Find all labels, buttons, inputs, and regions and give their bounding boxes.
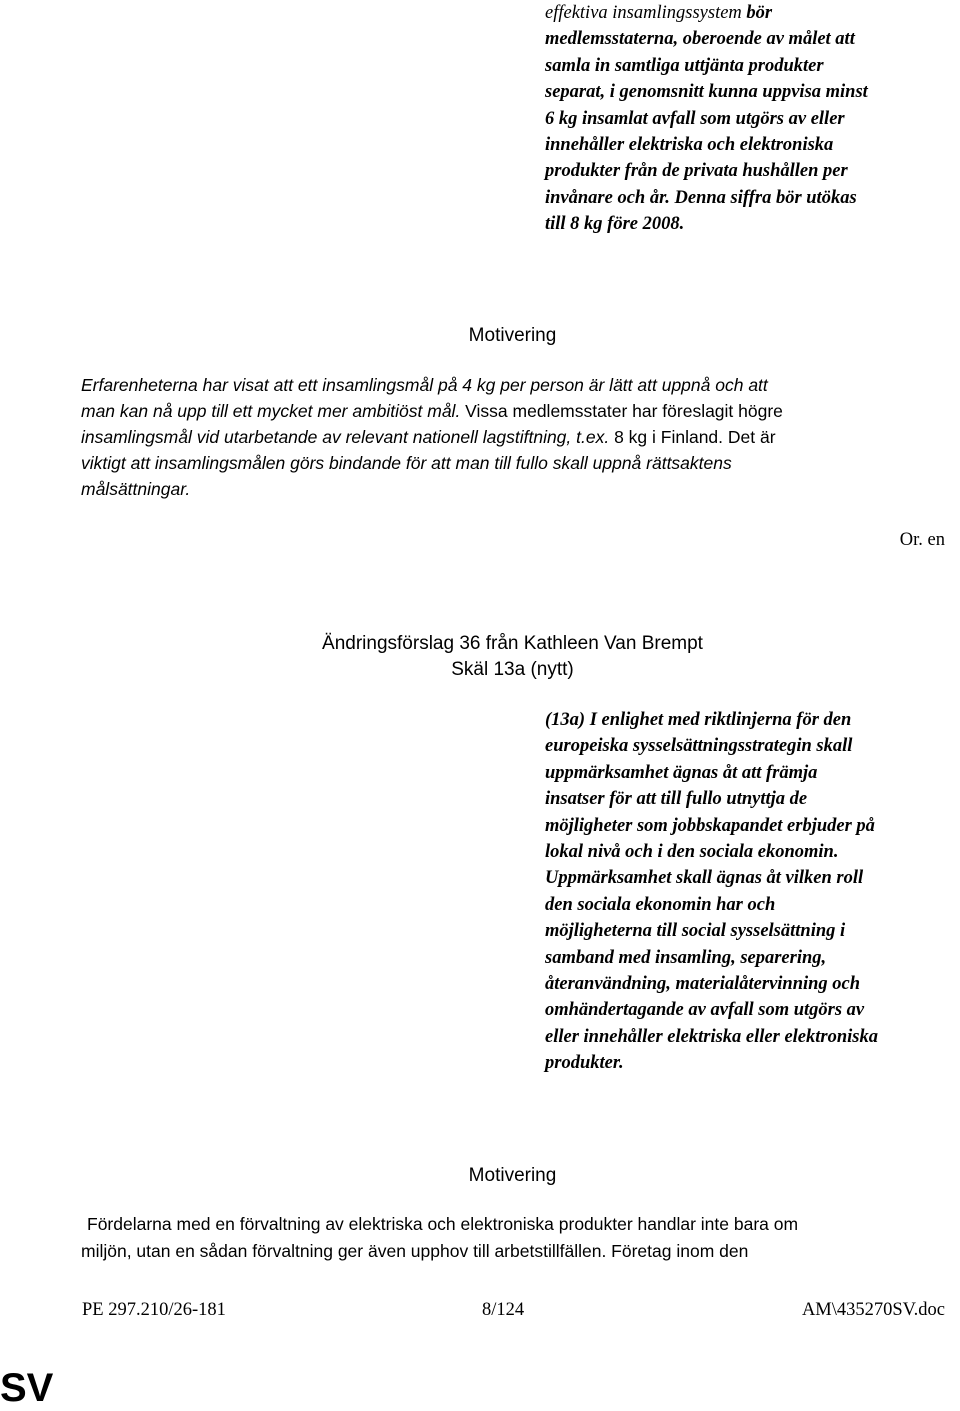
motivering-line xyxy=(81,450,956,476)
motivering-segment: målsättningar. xyxy=(81,479,191,499)
motivering-segment: Vissa medlemsstater har föreslagit högre xyxy=(465,401,783,421)
footer-doc-ref: PE 297.210/26-181 xyxy=(82,1300,226,1320)
amendment-line: (13a) I enlighet med riktlinjerna för den xyxy=(545,710,852,730)
amendment-line: samband med insamling, separering, xyxy=(545,947,827,968)
language-badge: SV xyxy=(0,1366,54,1410)
motivering-line xyxy=(81,372,956,398)
amendment-line: möjligheterna till social sysselsättning i xyxy=(545,921,846,942)
motivering-segment: Det är xyxy=(727,427,776,447)
previous-amendment-line xyxy=(545,211,960,237)
motivering-line xyxy=(81,476,956,502)
line-text-bold: samla in samtliga uttjänta produkter xyxy=(545,55,824,76)
motivering-line xyxy=(81,424,956,450)
amendment-line: europeiska sysselsättningsstrategin skall xyxy=(545,736,853,757)
motivering-segment: insamlingsmål vid utarbetande av relevant nationell lagstiftning, t.ex. xyxy=(81,427,615,447)
previous-amendment-line xyxy=(545,53,960,79)
previous-amendment-line xyxy=(545,158,960,184)
previous-amendment-line xyxy=(545,106,960,132)
motivering-line xyxy=(81,398,956,424)
motivering-heading-text: Motivering xyxy=(468,325,557,346)
footer-file-name: AM\435270SV.doc xyxy=(801,1300,945,1320)
motivering-heading-2: Motivering xyxy=(468,1165,557,1186)
motivering-heading xyxy=(0,324,960,348)
motivering-segment: Erfarenheterna har visat att ett insamlingsmål på 4 kg per person är lätt att uppnå och att xyxy=(81,375,768,395)
previous-amendment-line xyxy=(545,79,960,105)
line-text-bold: till 8 kg före 2008. xyxy=(545,214,685,235)
amendment-line: den sociala ekonomin har och xyxy=(545,894,776,915)
motivering-text xyxy=(81,372,956,502)
line-text-bold: produkter från de privata hushållen per xyxy=(545,161,848,182)
amendment-line: uppmärksamhet ägnas åt att främja xyxy=(545,762,818,783)
line-text-bold: innehåller elektriska och elektroniska xyxy=(545,135,834,156)
footer-page-number: 8/124 xyxy=(482,1300,525,1320)
previous-amendment-text xyxy=(545,0,960,238)
amendment-line: omhändertagande av avfall som utgörs av xyxy=(545,1000,865,1021)
motivering-segment: man kan nå upp till ett mycket mer ambitiöst mål. xyxy=(81,401,466,421)
line-text-bold: 6 kg insamlat avfall som utgörs av eller xyxy=(545,108,845,129)
amendment-line: insatser för att till fullo utnyttja de xyxy=(545,789,808,810)
motivering-line: Fördelarna med en förvaltning av elektriska och elektroniska produkter handlar inte bara om xyxy=(87,1214,799,1234)
line-text-bold: separat, i genomsnitt kunna uppvisa minst xyxy=(545,82,868,103)
original-language-label: Or. en xyxy=(899,530,945,550)
amendment-text xyxy=(545,707,960,1077)
previous-amendment-line xyxy=(545,0,960,26)
line-text-regular: effektiva insamlingssystem xyxy=(545,3,747,23)
motivering-segment: viktigt att insamlingsmålen görs bindande för att man till fullo skall uppnå rättsaktens xyxy=(81,453,732,473)
previous-amendment-line xyxy=(545,26,960,52)
amendment-line: produkter. xyxy=(545,1053,624,1074)
previous-amendment-line xyxy=(545,132,960,158)
amendment-subtitle: Skäl 13a (nytt) xyxy=(451,659,574,680)
amendment-line: eller innehåller elektriska eller elektroniska xyxy=(545,1026,878,1047)
amendment-line: återanvändning, materialåtervinning och xyxy=(545,974,861,995)
amendment-line: Uppmärksamhet skall ägnas åt vilken roll xyxy=(545,868,864,889)
motivering-segment: 8 kg i Finland. xyxy=(614,427,728,447)
motivering-text-2 xyxy=(81,1211,956,1264)
motivering-line: miljön, utan en sådan förvaltning ger även upphov till arbetstillfällen. Företag inom den xyxy=(81,1240,749,1261)
line-text-bold: bör xyxy=(746,3,773,23)
line-text-bold: medlemsstaterna, oberoende av målet att xyxy=(545,29,855,50)
previous-amendment-line xyxy=(545,185,960,211)
line-text-bold: invånare och år. Denna siffra bör utökas xyxy=(545,187,857,208)
amendment-title: Ändringsförslag 36 från Kathleen Van Brempt xyxy=(322,633,703,654)
amendment-line: möjligheter som jobbskapandet erbjuder på xyxy=(545,815,875,836)
amendment-line: lokal nivå och i den sociala ekonomin. xyxy=(545,842,839,863)
